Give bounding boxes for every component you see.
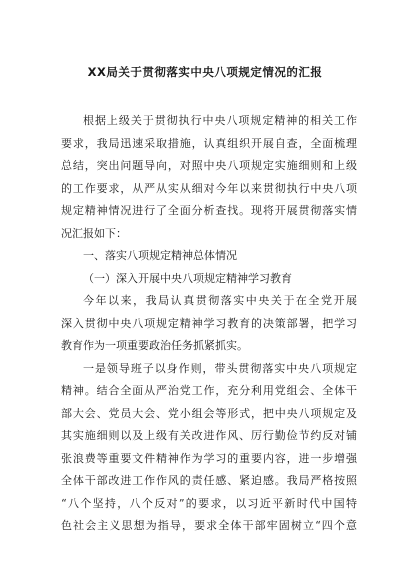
body-line: 全体干部改进工作作风的责任感、紧迫感。我局严格按照 bbox=[61, 474, 357, 487]
subsection-heading: （一）深入开展中央八项规定精神学习教育 bbox=[83, 271, 292, 285]
document-body bbox=[61, 110, 357, 538]
body-line: 一是领导班子以身作则，带头贯彻落实中央八项规定 bbox=[83, 361, 357, 375]
body-line: 根据上级关于贯彻执行中央八项规定精神的相关工作 bbox=[83, 114, 357, 127]
body-line: 教育作为一项重要政治任务抓紧抓实。 bbox=[61, 339, 248, 352]
body-line: 张浪费等重要文件精神作为学习的重要内容，进一步增强 bbox=[61, 451, 357, 465]
body-line: 规定精神情况进行了全面分析查找。现将开展贯彻落实情 bbox=[61, 204, 357, 217]
body-line: 总结，突出问题导向，对照中央八项规定实施细则和上级 bbox=[61, 159, 357, 172]
body-line: 今年以来，我局认真贯彻落实中央关于在全党开展 bbox=[83, 294, 357, 307]
body-line: 要求，我局迅速采取措施，认真组织开展自查，全面梳理 bbox=[61, 136, 357, 150]
body-line: 色社会主义思想为指导，要求全体干部牢固树立“四个意 bbox=[61, 519, 357, 532]
body-line: 其实施细则以及上级有关改进作风、厉行勤俭节约反对铺 bbox=[61, 429, 357, 442]
body-line: 况汇报如下： bbox=[61, 226, 127, 240]
body-line: 深入贯彻中央八项规定精神学习教育的决策部署，把学习 bbox=[61, 316, 357, 330]
body-line: 精神。结合全面从严治党工作，充分利用党组会、全体干 bbox=[61, 384, 357, 397]
body-line: “八个坚持，八个反对”的要求，以习近平新时代中国特 bbox=[61, 496, 357, 510]
body-line: 部大会、党员大会、党小组会等形式，把中央八项规定及 bbox=[61, 406, 357, 420]
body-line: 的工作要求，从严从实从细对今年以来贯彻执行中央八项 bbox=[61, 181, 357, 195]
document-title: XX局关于贯彻落实中央八项规定情况的汇报 bbox=[87, 65, 323, 79]
section-heading: 一、落实八项规定精神总体情况 bbox=[83, 249, 237, 262]
